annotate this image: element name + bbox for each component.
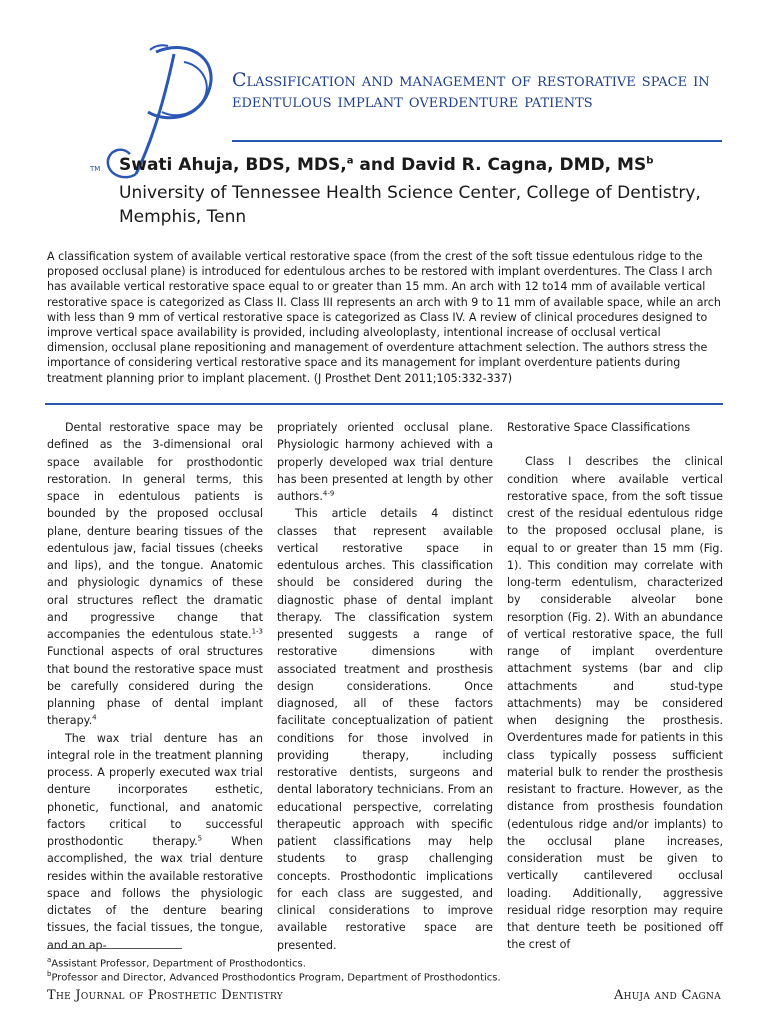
running-authors: Ahuja and Cagna xyxy=(613,988,721,1003)
body-column-3 xyxy=(507,419,723,954)
journal-name: The Journal of Prosthetic Dentistry xyxy=(47,988,284,1003)
citation-ref[interactable]: 4-9 xyxy=(322,489,335,498)
author-line xyxy=(119,155,653,175)
author-1: Swati Ahuja, BDS, MDS, xyxy=(119,155,347,175)
article-title: Classification and management of restorative space in edentulous implant overdenture patients xyxy=(232,69,710,112)
citation-ref[interactable]: 4 xyxy=(92,713,97,722)
abstract: A classification system of available vertical restorative space (from the crest of the soft tissue edentulous ridge to the proposed occlusal plane) is introduced for edentulous arches to be restored with implant overdentures. The Class I arch has available vertical restorative space equal to or greater than 15 mm. An arch with 12 to14 mm of available vertical restorative space is categorized as Class II. Class III represents an arch with 9 to 11 mm of available space, while an arch with less than 9 mm of vertical restorative space is categorized as Class IV. A review of clinical procedures designed to improve vertical space availability is provided, including alveoloplasty, intentional increase of occlusal vertical dimension, occlusal plane repositioning and management of overdenture attachment selection. The authors stress the importance of considering vertical restorative space and its management for implant overdenture patients during treatment planning prior to implant placement. (J Prosthet Dent 2011;105:332-337) xyxy=(47,250,721,385)
paragraph: The wax trial denture has an integral role in the treatment planning process. A properly executed wax trial denture incorporates esthetic, phonetic, functional, and anatomic factors critical to successful prosthodontic therapy.$^5$ When accomplished, the wax trial denture resides within the available restorative space and follows the physiologic dictates of the denture bearing tissues, the facial tissues, the tongue, and an ap- xyxy=(47,731,263,952)
paragraph: Class I describes the clinical condition where available vertical restorative space, from the soft tissue crest of the residual edentulous ridge to the proposed occlusal plane, is equal to or greater than 15 mm (Fig. 1). This condition may correlate with long-term edentulism, characterized by considerable alveolar bone resorption (Fig. 2). With an abundance of vertical restorative space, the full range of implant overdenture attachment systems (bar and clip attachments and stud-type attachments) may be considered when designing the prosthesis. Overdentures made for patients in this class typically possess sufficient material bulk to render the prosthesis resistant to fracture. However, as the distance from prosthesis foundation (edentulous ridge and/or implants) to the occlusal plane increases, consideration must be given to vertically cantilevered occlusal loading. Additionally, aggressive residual ridge resorption may require that denture teeth be positioned off the crest of xyxy=(507,455,723,952)
paragraph: Dental restorative space may be defined as the 3-dimensional oral space available for prosthodontic restoration. In general terms, this space in edentulous patients is bounded by the proposed occlusal plane, denture bearing tissues of the edentulous jaw, facial tissues (cheeks and lips), and the tongue. Anatomic and physiologic dynamics of these oral structures reflect the dramatic and progressive change that accompanies the edentulous state.$^{1-3}$ Functional aspects of oral structures that bound the restorative space must be carefully considered during the planning phase of dental implant therapy.$^4$ xyxy=(47,421,263,728)
body-column-1 xyxy=(47,419,263,954)
section-heading: Restorative Space Classifications xyxy=(507,421,691,434)
author-2: and David R. Cagna, DMD, MS xyxy=(353,155,647,175)
title-divider xyxy=(232,140,722,142)
footnote-a: $^a$Assistant Professor, Department of Prosthodontics. xyxy=(47,956,306,970)
body-column-2 xyxy=(277,419,493,954)
paragraph: propriately oriented occlusal plane. Physiologic harmony achieved with a properly developed wax trial denture has been presented at length by other authors.$^{4-9}$ xyxy=(277,421,493,503)
trademark-mark: TM xyxy=(90,165,101,173)
abstract-divider xyxy=(45,403,723,405)
citation-ref[interactable]: 5 xyxy=(197,834,203,843)
paragraph: This article details 4 distinct classes that represent available vertical restorative space in edentulous arches. This classification should be considered during the diagnostic phase of dental implant therapy. The classification system presented suggests a range of restorative dimensions with associated treatment and prosthesis design considerations. Once diagnosed, all of these factors facilitate conceptualization of patient conditions for those involved in providing therapy, including restorative dentists, surgeons and dental laboratory technicians. From an educational perspective, correlating therapeutic approach with specific patient classifications may help students to grasp challenging concepts. Prosthodontic implications for each class are suggested, and clinical considerations to improve available restorative space are presented. xyxy=(277,507,493,952)
footnote-divider xyxy=(47,948,182,949)
footnote-b: $^b$Professor and Director, Advanced Prosthodontics Program, Department of Prosthodontics. xyxy=(47,970,501,984)
citation-ref[interactable]: 1-3 xyxy=(251,627,263,636)
affil-mark-b: b xyxy=(646,155,654,167)
affil-mark-a: a xyxy=(346,155,354,167)
affiliation: University of Tennessee Health Science Center, College of Dentistry, Memphis, Tenn xyxy=(119,183,701,227)
